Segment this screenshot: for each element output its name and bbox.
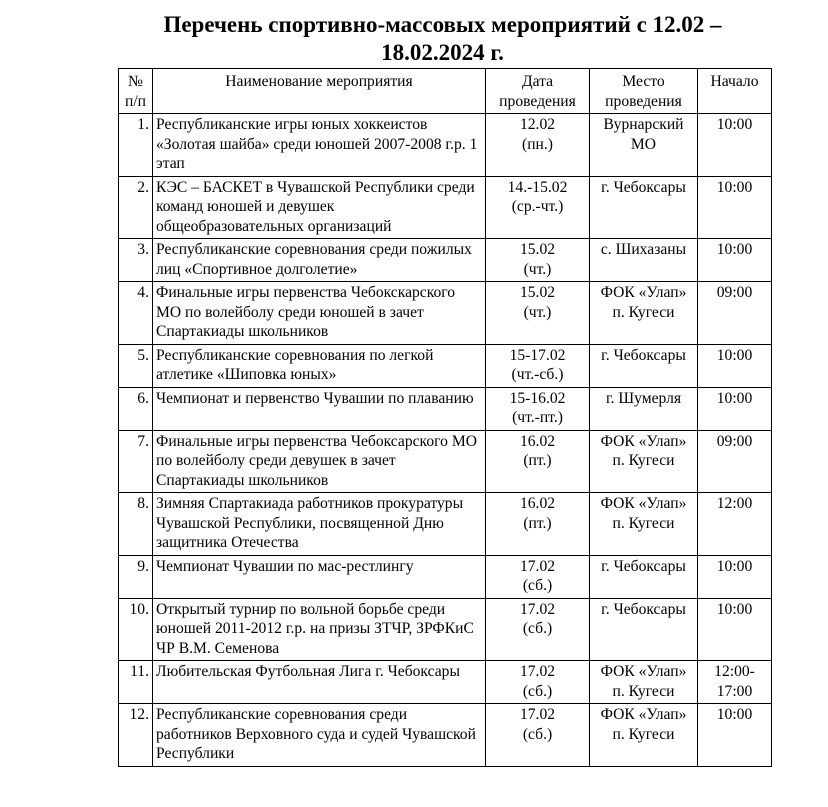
event-place-line: г. Чебоксары [601, 557, 686, 575]
event-name-cell [153, 704, 486, 767]
event-place-cell [590, 555, 698, 598]
event-name: КЭС – БАСКЕТ в Чувашской Республики среди команд юношей и девушек общеобразовательных организаций [156, 178, 475, 235]
event-date-cell [486, 176, 590, 239]
event-place-line: ФОК «Улап» [600, 663, 687, 680]
event-start-cell [698, 555, 772, 598]
event-place-line: г. Чебоксары [601, 178, 686, 196]
event-date-line: 15.02 [519, 284, 556, 301]
event-start-cell [698, 344, 772, 387]
row-number: 9. [137, 557, 149, 575]
events-table [118, 68, 772, 767]
event-place-cell [590, 239, 698, 282]
event-date-line: 12.02 [519, 116, 556, 133]
event-name: Чемпионат Чувашии по мас-рестлингу [156, 557, 414, 575]
table-row [119, 239, 772, 282]
row-number: 3. [137, 241, 149, 258]
event-place-cell [590, 176, 698, 239]
row-number: 10. [129, 600, 149, 618]
event-date-line: (пт.) [523, 514, 552, 532]
event-name-cell [153, 114, 486, 177]
event-place-line: г. Шумерля [605, 389, 682, 407]
event-place-cell [590, 387, 698, 430]
event-place-cell [590, 704, 698, 767]
event-place-line: г. Чебоксары [601, 346, 686, 364]
event-place-cell [590, 430, 698, 493]
event-start-line: 17:00 [716, 682, 753, 700]
header-date-line: проведения [499, 92, 576, 110]
event-start-line: 10:00 [716, 346, 753, 364]
event-start-cell [698, 282, 772, 345]
event-date-line: (чт.-пт.) [512, 409, 563, 426]
event-name-cell [153, 387, 486, 430]
row-number-cell [119, 493, 153, 556]
row-number-cell [119, 704, 153, 767]
event-date-line: 17.02 [519, 600, 556, 618]
event-place-line: п. Кугеси [612, 725, 675, 743]
event-start-line: 12:00 [716, 495, 753, 512]
row-number: 5. [137, 346, 149, 364]
event-date-line: (сб.) [522, 682, 553, 700]
title-line-1: Перечень спортивно-массовых мероприятий с 12.02 – [163, 12, 722, 37]
event-place-cell [590, 344, 698, 387]
event-date-line: 17.02 [519, 557, 556, 575]
table-body [119, 114, 772, 767]
header-date [486, 69, 590, 114]
event-date-line: 17.02 [519, 663, 556, 680]
table-row [119, 598, 772, 661]
table-row [119, 493, 772, 556]
event-place-cell [590, 493, 698, 556]
table-row [119, 555, 772, 598]
event-place-line: ФОК «Улап» [600, 432, 687, 450]
event-name-cell [153, 239, 486, 282]
event-date-line: 16.02 [519, 495, 556, 512]
header-num-line: п/п [124, 92, 147, 110]
event-start-cell [698, 493, 772, 556]
table-row [119, 282, 772, 345]
event-date-line: (чт.) [523, 260, 552, 278]
event-date-line: (пт.) [523, 452, 552, 469]
event-date-cell [486, 387, 590, 430]
document-title [60, 11, 825, 67]
event-start-cell [698, 661, 772, 704]
event-name-cell [153, 598, 486, 661]
event-name: Республиканские игры юных хоккеистов «Золотая шайба» среди юношей 2007-2008 г.р. 1 этап [156, 116, 478, 172]
row-number: 2. [137, 178, 149, 196]
event-place-cell [590, 282, 698, 345]
event-date-cell [486, 344, 590, 387]
event-place-line: МО [630, 135, 657, 153]
table-row [119, 344, 772, 387]
row-number: 12. [129, 706, 149, 723]
event-start-line: 10:00 [716, 706, 753, 723]
event-date-line: 14.-15.02 [507, 178, 568, 196]
event-date-line: 15-16.02 [509, 389, 566, 407]
event-start-line: 09:00 [716, 284, 753, 301]
event-place-line: ФОК «Улап» [600, 495, 687, 512]
event-name: Республиканские соревнования среди пожилых лиц «Спортивное долголетие» [156, 241, 472, 278]
event-start-line: 10:00 [716, 241, 753, 258]
event-name: Республиканские соревнования среди работников Верховного суда и судей Чувашской Республики [156, 706, 476, 762]
event-name: Открытый турнир по вольной борьбе среди юношей 2011-2012 г.р. на призы ЗТЧР, ЗРФКиС ЧР В.М. Семенова [156, 600, 474, 657]
event-date-line: (сб.) [522, 577, 553, 594]
header-start-line: Начало [710, 73, 759, 90]
header-place-line: Место [622, 73, 665, 90]
title-line-2: 18.02.2024 г. [381, 40, 504, 65]
table-row [119, 661, 772, 704]
event-date-cell [486, 282, 590, 345]
event-place-line: п. Кугеси [612, 514, 675, 532]
event-date-cell [486, 555, 590, 598]
table-row [119, 176, 772, 239]
row-number-cell [119, 430, 153, 493]
event-start-cell [698, 598, 772, 661]
event-date-line: 17.02 [519, 706, 556, 723]
event-start-line: 09:00 [716, 432, 753, 450]
event-place-line: п. Кугеси [612, 303, 675, 321]
event-date-line: (чт.) [523, 303, 552, 321]
event-start-cell [698, 114, 772, 177]
event-place-line: п. Кугеси [612, 682, 675, 700]
event-name: Финальные игры первенства Чебоксарского МО по волейболу среди девушек в зачет Спартакиады школьников [156, 432, 477, 489]
event-name: Финальные игры первенства Чебокскарского МО по волейболу среди юношей в зачет Спартакиады школьников [156, 284, 456, 340]
row-number: 4. [137, 284, 149, 301]
event-date-cell [486, 114, 590, 177]
event-place-line: п. Кугеси [612, 452, 675, 469]
header-place-line: проведения [605, 92, 682, 110]
row-number-cell [119, 344, 153, 387]
event-date-cell [486, 493, 590, 556]
row-number-cell [119, 114, 153, 177]
event-date-line: (ср.-чт.) [511, 198, 564, 215]
event-date-line: 16.02 [519, 432, 556, 450]
event-start-cell [698, 176, 772, 239]
table-row [119, 430, 772, 493]
table-row [119, 387, 772, 430]
event-name: Чемпионат и первенство Чувашии по плаванию [156, 389, 474, 407]
event-date-cell [486, 598, 590, 661]
event-start-cell [698, 430, 772, 493]
event-date-line: (чт.-сб.) [511, 366, 564, 383]
event-date-cell [486, 661, 590, 704]
table-row [119, 704, 772, 767]
event-start-cell [698, 704, 772, 767]
event-name-cell [153, 430, 486, 493]
table-header [119, 69, 772, 114]
header-start [698, 69, 772, 114]
event-date-line: (пн.) [522, 135, 553, 153]
row-number-cell [119, 387, 153, 430]
event-start-line: 10:00 [716, 557, 753, 575]
event-name-cell [153, 344, 486, 387]
event-start-line: 10:00 [716, 116, 753, 133]
event-date-line: (сб.) [522, 620, 553, 637]
event-start-line: 12:00- [714, 663, 755, 680]
row-number: 8. [137, 495, 149, 512]
row-number-cell [119, 176, 153, 239]
header-place [590, 69, 698, 114]
row-number: 11. [130, 663, 149, 680]
row-number-cell [119, 555, 153, 598]
event-name: Республиканские соревнования по легкой атлетике «Шиповка юных» [156, 346, 434, 383]
event-date-line: (сб.) [522, 725, 553, 743]
table-row [119, 114, 772, 177]
event-date-cell [486, 239, 590, 282]
event-place-line: с. Шихазаны [600, 241, 687, 258]
row-number: 6. [137, 389, 149, 407]
header-date-line: Дата [521, 73, 554, 90]
event-place-cell [590, 114, 698, 177]
row-number: 1. [137, 116, 149, 133]
header-num-line: № [128, 73, 143, 90]
event-place-line: ФОК «Улап» [600, 706, 687, 723]
event-name-cell [153, 555, 486, 598]
event-name-cell [153, 176, 486, 239]
event-date-line: 15-17.02 [509, 346, 566, 364]
row-number-cell [119, 598, 153, 661]
event-place-line: ФОК «Улап» [600, 284, 687, 301]
event-date-cell [486, 430, 590, 493]
row-number-cell [119, 282, 153, 345]
event-date-line: 15.02 [519, 241, 556, 258]
event-name-cell [153, 661, 486, 704]
event-name: Любительская Футбольная Лига г. Чебоксары [156, 663, 460, 680]
row-number-cell [119, 661, 153, 704]
header-row [119, 69, 772, 114]
event-name-cell [153, 282, 486, 345]
event-name: Зимняя Спартакиада работников прокуратуры Чувашской Республики, посвященной Дню защитника Отечества [156, 495, 464, 551]
event-start-cell [698, 387, 772, 430]
event-place-line: Вурнарский [603, 116, 684, 133]
event-name-cell [153, 493, 486, 556]
event-place-cell [590, 598, 698, 661]
event-start-line: 10:00 [716, 389, 753, 407]
row-number: 7. [137, 432, 149, 450]
event-date-cell [486, 704, 590, 767]
event-place-cell [590, 661, 698, 704]
header-name-line: Наименование мероприятия [225, 73, 413, 90]
header-name [153, 69, 486, 114]
event-start-cell [698, 239, 772, 282]
event-start-line: 10:00 [716, 600, 753, 618]
event-start-line: 10:00 [716, 178, 753, 196]
event-place-line: г. Чебоксары [601, 600, 686, 618]
row-number-cell [119, 239, 153, 282]
header-num [119, 69, 153, 114]
